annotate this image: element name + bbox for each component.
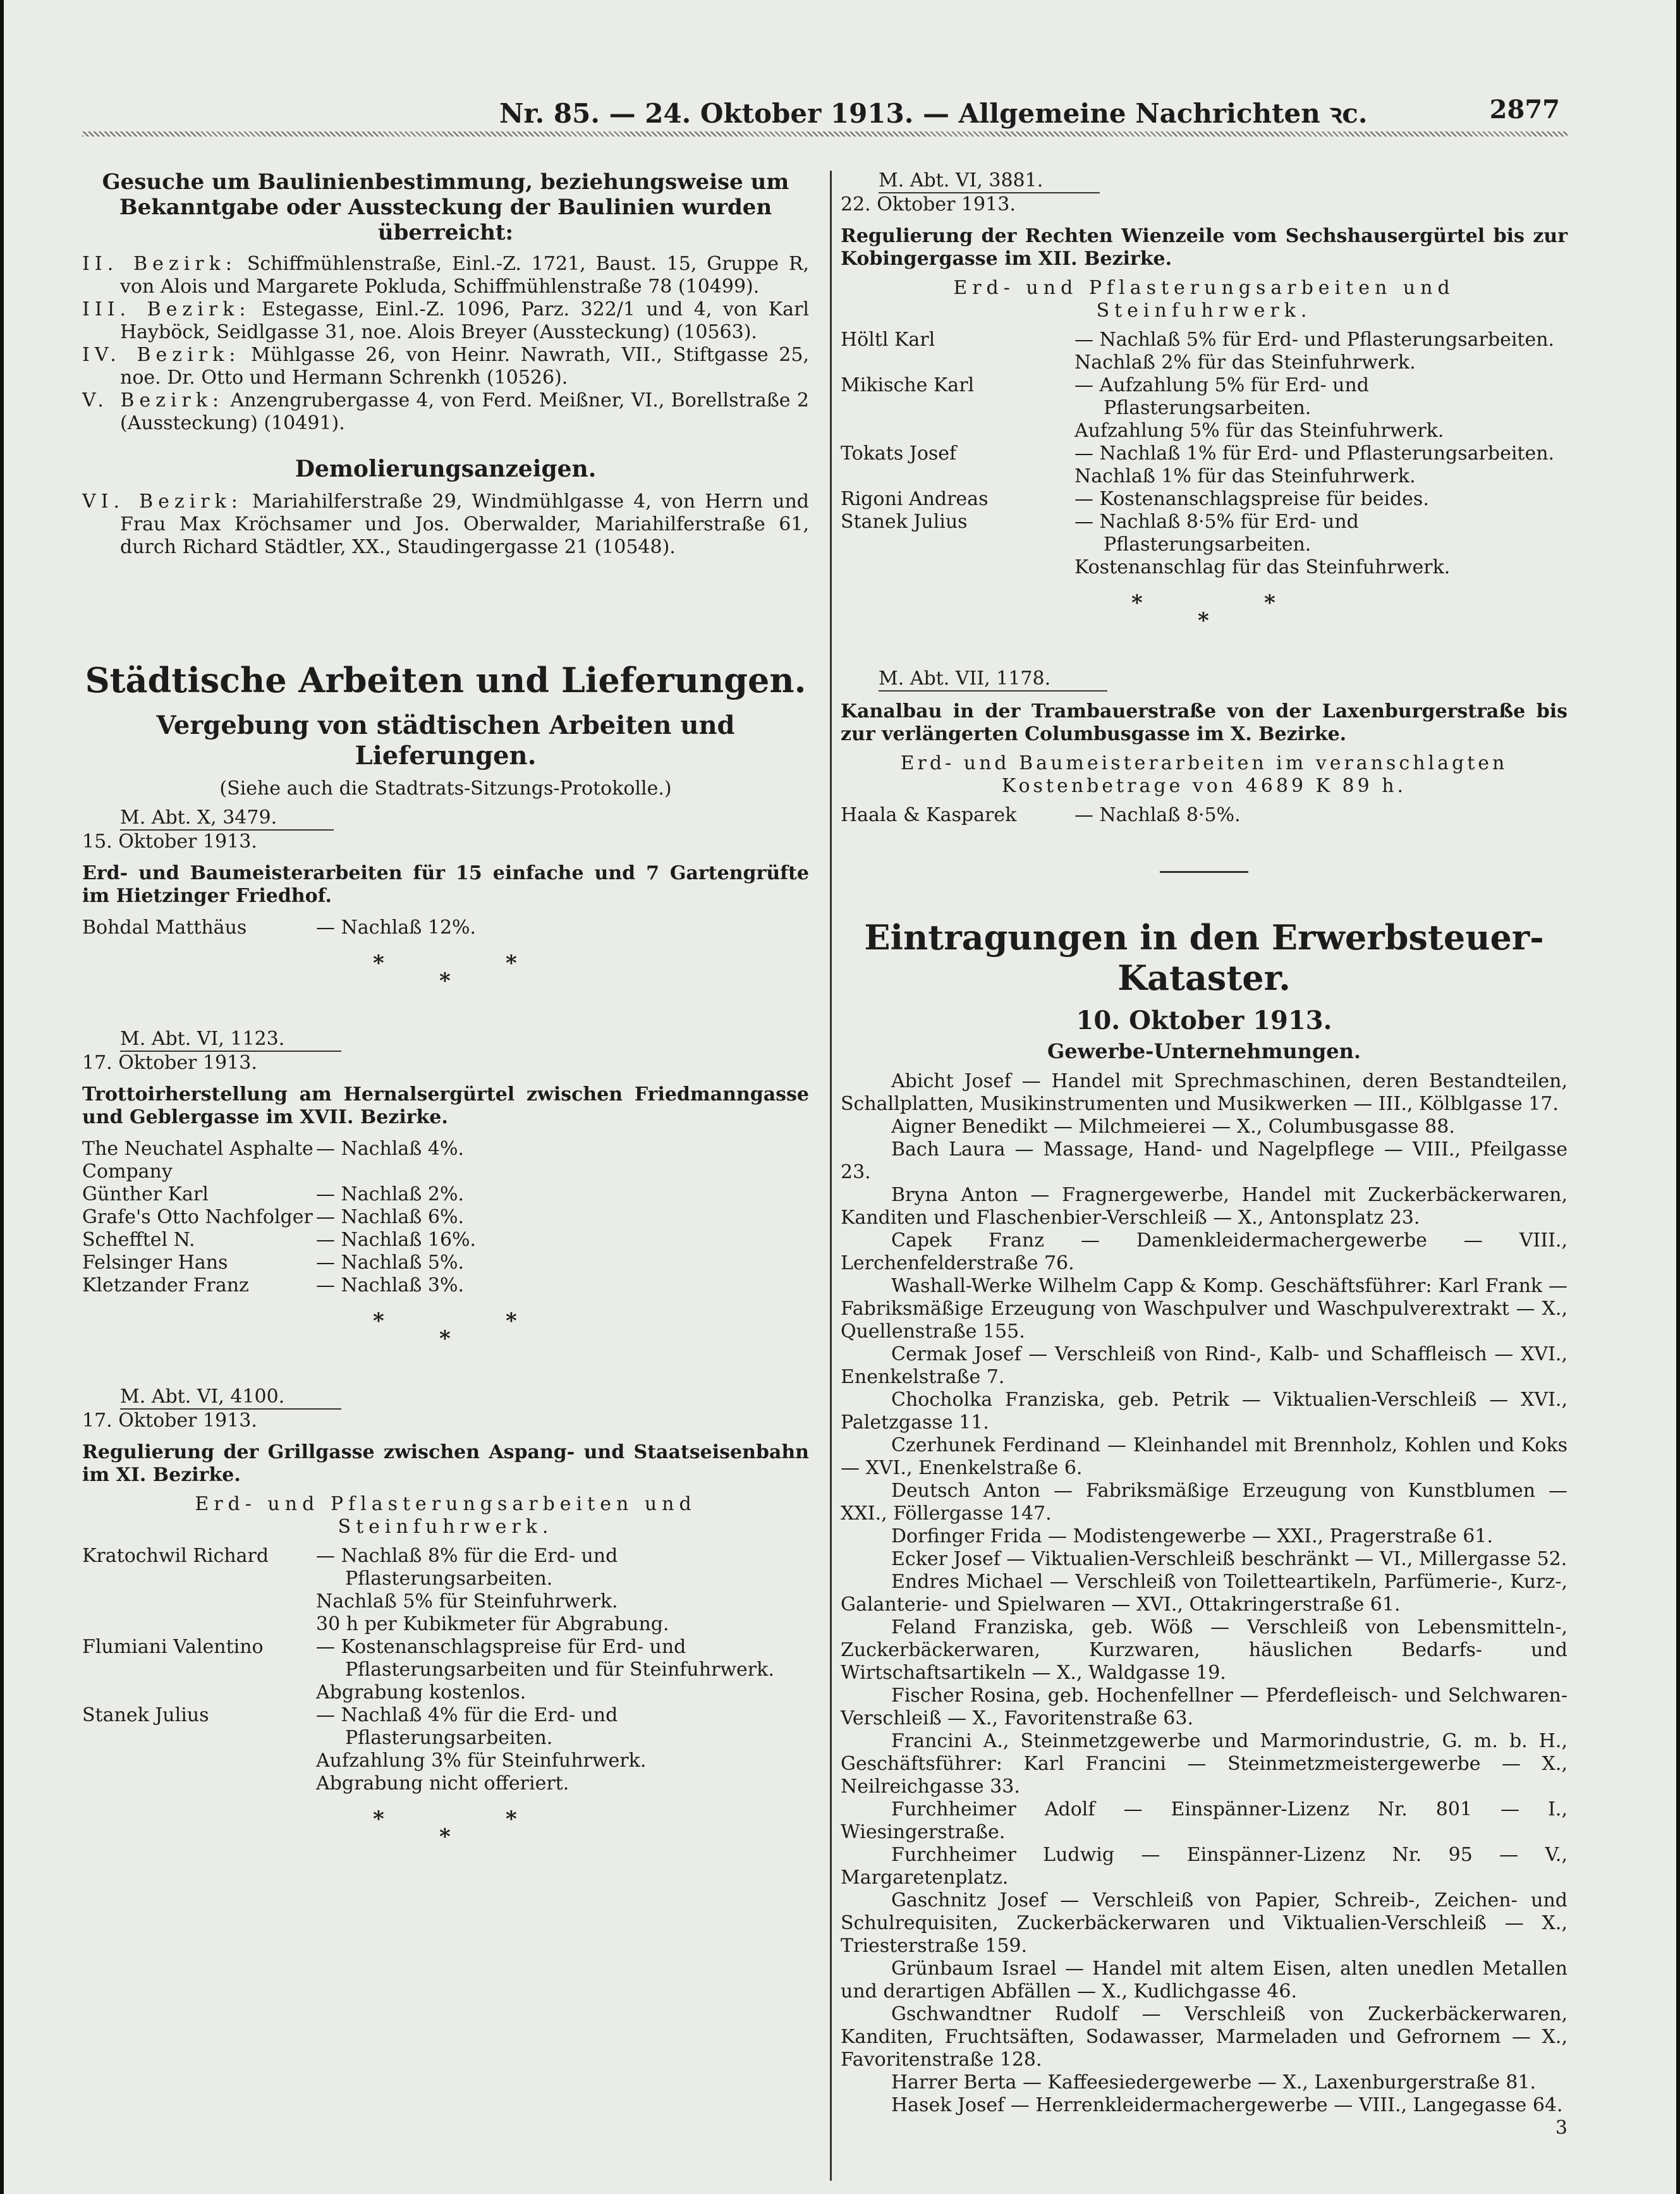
kataster-entry: Harrer Berta — Kaffeesiedergewerbe — X., Laxenburgerstraße 81. bbox=[891, 2071, 1537, 2093]
bid-row bbox=[841, 329, 1567, 374]
block-subtitle: Erd- und Pflasterungsarbeiten und Steinfuhrwerk. bbox=[195, 1493, 697, 1538]
bidder-name: Flumiani Valentino bbox=[82, 1636, 264, 1658]
bidder-name: Günther Karl bbox=[82, 1183, 209, 1205]
bidder-name: Stanek Julius bbox=[82, 1704, 209, 1726]
bid-row bbox=[841, 442, 1567, 488]
kataster-entry: Chocholka Franziska, geb. Petrik — Viktualien-Verschleiß — XVI., Paletzgasse 11. bbox=[841, 1389, 1567, 1434]
separator-stars: * * * bbox=[1131, 590, 1275, 633]
abt-label: M. Abt. VII, 1178. bbox=[879, 667, 1107, 692]
block-title: Regulierung der Grillgasse zwischen Aspang- und Staatseisenbahn im XI. Bezirke. bbox=[82, 1441, 809, 1486]
bid-row bbox=[82, 1274, 809, 1297]
separator-stars: * * * bbox=[373, 1807, 517, 1850]
page-number: 2877 bbox=[1489, 95, 1560, 125]
kataster-entry: Furchheimer Adolf — Einspänner-Lizenz Nr. 801 — I., Wiesingerstraße. bbox=[841, 1798, 1567, 1843]
demolierung-heading: Demolierungsanzeigen. bbox=[295, 456, 597, 482]
bid-row bbox=[82, 1704, 809, 1795]
bezirk-entry: V. Bezirk: Anzengrubergasse 4, von Ferd. Meißner, VI., Borellstraße 2 (Aussteckung) (10491). bbox=[82, 389, 809, 434]
bid-value: Abgrabung kostenlos. bbox=[316, 1681, 527, 1703]
bidder-name: Stanek Julius bbox=[841, 511, 968, 533]
block-subtitle: Erd- und Pflasterungsarbeiten und Steinfuhrwerk. bbox=[953, 277, 1455, 322]
bidder-name: Kletzander Franz bbox=[82, 1274, 249, 1296]
demolierung-entry: VI. Bezirk: Mariahilferstraße 29, Windmühlgasse 4, von Herrn und Frau Max Kröchsamer und Jos. Oberwalder, Mariahilferstraße 61, durch Richard Städtler, XX., Staudingergasse 21 (10548). bbox=[82, 491, 809, 558]
bidder-name: Mikische Karl bbox=[841, 374, 975, 396]
section-subtitle: Vergebung von städtischen Arbeiten und Lieferungen. bbox=[156, 710, 735, 771]
kataster-entry: Feland Franziska, geb. Wöß — Verschleiß von Lebensmitteln-, Zuckerbäckerwaren, Kurzwaren, häuslichen Bedarfs- und Wirtschaftsartikeln — X., Waldgasse 19. bbox=[841, 1616, 1567, 1684]
bid-value: — Nachlaß 16%. bbox=[316, 1229, 477, 1251]
bid-value: — Nachlaß 5%. bbox=[316, 1252, 464, 1274]
bid-value: Nachlaß 1% für das Steinfuhrwerk. bbox=[1074, 465, 1416, 487]
kataster-entry: Dorfinger Frida — Modistengewerbe — XXI., Pragerstraße 61. bbox=[891, 1525, 1494, 1547]
kataster-entry: Capek Franz — Damenkleidermachergewerbe — VIII., Lerchenfelderstraße 76. bbox=[841, 1229, 1567, 1274]
right-column bbox=[841, 169, 1567, 2140]
bid-value: — Nachlaß 12%. bbox=[316, 917, 477, 939]
contract-block-4 bbox=[841, 169, 1567, 579]
bidder-name: Tokats Josef bbox=[841, 442, 957, 465]
bezirk-list bbox=[82, 253, 809, 435]
bezirk-entry: IV. Bezirk: Mühlgasse 26, von Heinr. Nawrath, VII., Stiftgasse 25, noe. Dr. Otto und Hermann Schrenkh (10526). bbox=[82, 344, 809, 389]
block-title: Regulierung der Rechten Wienzeile vom Sechshausergürtel bis zur Kobingergasse im XII. Bezirke. bbox=[841, 225, 1567, 270]
bid-list bbox=[82, 917, 809, 939]
bid-value: — Nachlaß 1% für Erd- und Pflasterungsarbeiten. bbox=[1074, 442, 1555, 465]
bid-row bbox=[82, 1138, 809, 1183]
kataster-entry: Furchheimer Ludwig — Einspänner-Lizenz Nr. 95 — V., Margaretenplatz. bbox=[841, 1844, 1567, 1889]
kataster-subtitle: Gewerbe-Unternehmungen. bbox=[1047, 1039, 1361, 1063]
bid-value: Aufzahlung 3% für Steinfuhrwerk. bbox=[316, 1750, 647, 1772]
kataster-entry: Washall-Werke Wilhelm Capp & Komp. Geschäftsführer: Karl Frank — Fabriksmäßige Erzeugung von Waschpulver und Waschpulverextrakt — X., Quellenstraße 155. bbox=[841, 1275, 1567, 1343]
bid-value: — Nachlaß 8% für die Erd- und Pflasterungsarbeiten. bbox=[316, 1545, 618, 1590]
kataster-date: 10. Oktober 1913. bbox=[1076, 1006, 1332, 1035]
bid-value: Kostenanschlag für das Steinfuhrwerk. bbox=[1074, 556, 1451, 578]
kataster-entry: Gschwandtner Rudolf — Verschleiß von Zuckerbäckerwaren, Kanditen, Fruchtsäften, Sodawasser, Marmeladen und Gefrornem — X., Favoritenstraße 128. bbox=[841, 2003, 1567, 2071]
kataster-entry: Hasek Josef — Herrenkleidermachergewerbe — VIII., Langegasse 64. bbox=[891, 2094, 1563, 2116]
bidder-name: Rigoni Andreas bbox=[841, 488, 989, 510]
kataster-entry: Abicht Josef — Handel mit Sprechmaschinen, deren Bestandteilen, Schallplatten, Musikinstrumenten und Musikwerken — III., Kölblgasse 17. bbox=[841, 1070, 1567, 1115]
bid-value: — Nachlaß 4% für die Erd- und Pflasterungsarbeiten. bbox=[316, 1704, 618, 1749]
section-note: (Siehe auch die Stadtrats-Sitzungs-Protokolle.) bbox=[219, 777, 672, 800]
bid-row bbox=[841, 804, 1567, 827]
ansuchen-heading: Gesuche um Baulinienbestimmung, beziehungsweise um Bekanntgabe oder Aussteckung der Baulinien wurden überreicht: bbox=[102, 169, 789, 245]
contract-block-1 bbox=[82, 807, 809, 939]
bid-row bbox=[82, 1545, 809, 1636]
header-title: Nr. 85. — 24. Oktober 1913. — Allgemeine Nachrichten ꝛc. bbox=[499, 98, 1368, 129]
footer-mark: 3 bbox=[1555, 2117, 1567, 2139]
section-title: Städtische Arbeiten und Lieferungen. bbox=[85, 660, 807, 700]
left-column bbox=[82, 169, 809, 1852]
bidder-name: The Neuchatel Asphalte Company bbox=[82, 1138, 313, 1183]
contract-block-2 bbox=[82, 1028, 809, 1297]
abt-label: M. Abt. X, 3479. bbox=[120, 807, 334, 831]
abt-label: M. Abt. VI, 1123. bbox=[120, 1028, 341, 1052]
bid-list bbox=[841, 804, 1567, 827]
bid-value: — Aufzahlung 5% für Erd- und Pflasterungsarbeiten. bbox=[1074, 374, 1370, 419]
block-title: Erd- und Baumeisterarbeiten für 15 einfache und 7 Gartengrüfte im Hietzinger Friedhof. bbox=[82, 862, 809, 907]
bidder-name: Felsinger Hans bbox=[82, 1252, 228, 1274]
bid-value: Aufzahlung 5% für das Steinfuhrwerk. bbox=[1074, 420, 1444, 442]
kataster-entry: Aigner Benedikt — Milchmeierei — X., Columbusgasse 88. bbox=[891, 1116, 1455, 1138]
bid-value: — Nachlaß 8·5% für Erd- und Pflasterungsarbeiten. bbox=[1074, 511, 1359, 556]
bid-value: Nachlaß 5% für Steinfuhrwerk. bbox=[316, 1590, 618, 1612]
kataster-entry: Grünbaum Israel — Handel mit altem Eisen, alten unedlen Metallen und derartigen Abfällen — X., Kudlichgasse 46. bbox=[841, 1958, 1567, 2002]
bid-row bbox=[82, 1206, 809, 1229]
bidder-name: Haala & Kasparek bbox=[841, 804, 1017, 826]
abt-label: M. Abt. VI, 4100. bbox=[120, 1386, 341, 1410]
bidder-name: Bohdal Matthäus bbox=[82, 917, 247, 939]
kataster-title: Eintragungen in den Erwerbsteuer-Kataster. bbox=[864, 917, 1544, 998]
bid-row bbox=[82, 1252, 809, 1274]
bid-row bbox=[82, 1183, 809, 1206]
kataster-entry: Cermak Josef — Verschleiß von Rind-, Kalb- und Schaffleisch — XVI., Enenkelstraße 7. bbox=[841, 1343, 1567, 1388]
bid-row bbox=[841, 511, 1567, 579]
kataster-entry: Fischer Rosina, geb. Hochenfellner — Pferdefleisch- und Selchwaren-Verschleiß — X., Favoritenstraße 63. bbox=[841, 1685, 1567, 1729]
bid-value: — Nachlaß 4%. bbox=[316, 1138, 464, 1160]
block-subtitle: Erd- und Baumeisterarbeiten im veranschlagten Kostenbetrage von 4689 K 89 h. bbox=[900, 752, 1508, 797]
abt-label: M. Abt. VI, 3881. bbox=[879, 169, 1100, 193]
bid-row bbox=[841, 374, 1567, 442]
contract-block-5 bbox=[841, 667, 1567, 827]
bid-list bbox=[82, 1138, 809, 1297]
bid-value: — Nachlaß 5% für Erd- und Pflasterungsarbeiten. bbox=[1074, 329, 1555, 351]
header-rule bbox=[82, 131, 1567, 137]
bidder-name: Kratochwil Richard bbox=[82, 1545, 269, 1567]
contract-block-3 bbox=[82, 1386, 809, 1795]
bid-value: — Nachlaß 3%. bbox=[316, 1274, 464, 1296]
column-divider bbox=[830, 171, 832, 2181]
bid-row bbox=[82, 1229, 809, 1252]
bidder-name: Schefftel N. bbox=[82, 1229, 195, 1251]
kataster-entry: Bach Laura — Massage, Hand- und Nagelpflege — VIII., Pfeilgasse 23. bbox=[841, 1138, 1567, 1183]
bid-value: 30 h per Kubikmeter für Abgrabung. bbox=[316, 1613, 669, 1635]
kataster-entry: Gaschnitz Josef — Verschleiß von Papier, Schreib-, Zeichen- und Schulrequisiten, Zuckerbäckerwaren und Viktualien-Verschleiß — X., Triesterstraße 159. bbox=[841, 1889, 1567, 1957]
bid-list bbox=[841, 329, 1567, 579]
kataster-entry: Endres Michael — Verschleiß von Toiletteartikeln, Parfümerie-, Kurz-, Galanterie- und Spielwaren — XVI., Ottakringerstraße 61. bbox=[841, 1571, 1567, 1616]
bid-value: — Nachlaß 2%. bbox=[316, 1183, 464, 1205]
bid-value: — Nachlaß 8·5%. bbox=[1074, 804, 1241, 826]
bid-row bbox=[82, 1636, 809, 1704]
date-label: 17. Oktober 1913. bbox=[82, 1410, 257, 1432]
kataster-entry: Czerhunek Ferdinand — Kleinhandel mit Brennholz, Kohlen und Koks — XVI., Enenkelstraße 6. bbox=[841, 1434, 1567, 1479]
bid-row bbox=[841, 488, 1567, 511]
separator-stars: * * * bbox=[373, 951, 517, 994]
separator-stars: * * * bbox=[373, 1308, 517, 1351]
block-title: Trottoirherstellung am Hernalsergürtel zwischen Friedmanngasse und Geblergasse im XVII. Bezirke. bbox=[82, 1083, 809, 1128]
bidder-name: Grafe's Otto Nachfolger bbox=[82, 1206, 313, 1228]
date-label: 22. Oktober 1913. bbox=[841, 193, 1016, 216]
bid-value: — Kostenanschlagspreise für beides. bbox=[1074, 488, 1429, 510]
kataster-entry: Deutsch Anton — Fabriksmäßige Erzeugung von Kunstblumen — XXI., Föllergasse 147. bbox=[841, 1480, 1567, 1525]
bid-value: — Nachlaß 6%. bbox=[316, 1206, 464, 1228]
kataster-entries bbox=[841, 1070, 1567, 2117]
bid-list bbox=[82, 1545, 809, 1795]
bid-value: — Kostenanschlagspreise für Erd- und Pflasterungsarbeiten und für Steinfuhrwerk. bbox=[316, 1636, 774, 1681]
kataster-entry: Francini A., Steinmetzgewerbe und Marmorindustrie, G. m. b. H., Geschäftsführer: Karl Francini — Steinmetzmeistergewerbe — X., Neilreichgasse 33. bbox=[841, 1730, 1567, 1798]
page-header bbox=[0, 95, 1680, 133]
bezirk-entry: III. Bezirk: Estegasse, Einl.-Z. 1096, Parz. 322/1 und 4, von Karl Hayböck, Seidlgasse 31, noe. Alois Breyer (Aussteckung) (10563). bbox=[82, 298, 810, 343]
kataster-entry: Ecker Josef — Viktualien-Verschleiß beschränkt — VI., Millergasse 52. bbox=[891, 1548, 1567, 1570]
bid-row bbox=[82, 917, 809, 939]
bid-value: Abgrabung nicht offeriert. bbox=[316, 1772, 569, 1795]
kataster-entry: Bryna Anton — Fragnergewerbe, Handel mit Zuckerbäckerwaren, Kanditen und Flaschenbier-Verschleiß — X., Antonsplatz 23. bbox=[841, 1184, 1567, 1229]
block-title: Kanalbau in der Trambauerstraße von der Laxenburgerstraße bis zur verlängerten Columbusgasse im X. Bezirke. bbox=[841, 700, 1567, 745]
date-label: 17. Oktober 1913. bbox=[82, 1052, 257, 1074]
bid-value: Nachlaß 2% für das Steinfuhrwerk. bbox=[1074, 351, 1416, 374]
bidder-name: Höltl Karl bbox=[841, 329, 935, 351]
date-label: 15. Oktober 1913. bbox=[82, 831, 257, 853]
bezirk-entry: II. Bezirk: Schiffmühlenstraße, Einl.-Z. 1721, Baust. 15, Gruppe R, von Alois und Margarete Pokluda, Schiffmühlenstraße 78 (10499). bbox=[82, 253, 810, 298]
